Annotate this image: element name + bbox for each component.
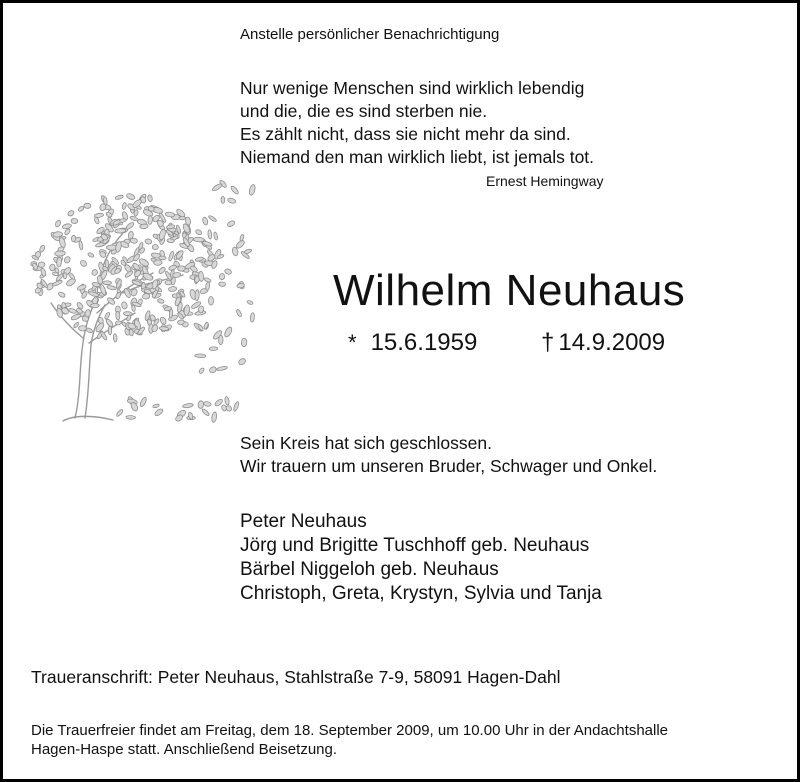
leaf-shape: [107, 285, 117, 291]
leaf-shape: [209, 366, 218, 374]
quote-block: [240, 77, 594, 169]
leaf-shape: [71, 218, 78, 223]
leaf-shape: [169, 309, 173, 318]
leaf-shape: [198, 401, 204, 409]
leaf-shape: [68, 272, 76, 280]
family-list: [240, 510, 602, 606]
leaf-shape: [68, 308, 77, 315]
leaf-shape: [208, 296, 213, 305]
quote-line: Nur wenige Menschen sind wirklich lebendig: [240, 78, 585, 98]
leaf-shape: [159, 256, 166, 260]
leaf-shape: [221, 197, 225, 204]
leaf-shape: [223, 326, 233, 338]
leaf-shape: [230, 185, 240, 195]
leaf-shape: [104, 312, 111, 320]
leaf-shape: [250, 313, 255, 323]
leaf-shape: [247, 300, 254, 305]
leaf-shape: [154, 408, 164, 417]
leaf-shape: [208, 215, 217, 223]
leaf-shape: [205, 282, 210, 291]
leaf-shape: [122, 202, 127, 210]
mourning-line: Wir trauern um unseren Bruder, Schwager und Onkel.: [240, 456, 658, 476]
leaf-shape: [211, 412, 217, 423]
leaf-shape: [198, 306, 204, 314]
leaf-shape: [189, 265, 198, 273]
leaf-shape: [125, 221, 135, 230]
family-member: Bärbel Niggeloh geb. Neuhaus: [240, 559, 499, 580]
leaf-shape: [79, 259, 87, 267]
leaf-shape: [165, 280, 172, 285]
leaf-shape: [105, 260, 109, 269]
leaf-shape: [203, 322, 209, 330]
leaf-shape: [158, 229, 167, 241]
leaf-shape: [208, 230, 213, 240]
leaf-shape: [55, 251, 66, 257]
leaf-shape: [113, 334, 117, 342]
leaf-shape: [115, 228, 126, 233]
leaf-shape: [236, 309, 243, 318]
leaf-shape: [219, 335, 224, 344]
leaf-shape: [168, 286, 177, 292]
leaf-shape: [238, 357, 247, 366]
leaf-shape: [185, 217, 191, 226]
leaf-shape: [198, 271, 204, 281]
mourning-line: Sein Kreis hat sich geschlossen.: [240, 433, 492, 453]
leaf-shape: [152, 244, 158, 249]
leaf-shape: [224, 268, 232, 275]
leaf-shape: [90, 304, 99, 308]
leaf-shape: [221, 404, 227, 411]
leaf-shape: [121, 301, 128, 309]
leaf-shape: [63, 273, 67, 279]
leaf-shape: [202, 217, 209, 226]
leaf-shape: [213, 232, 218, 241]
leaf-shape: [79, 326, 87, 331]
birth-date-line: [348, 329, 477, 357]
leaf-shape: [116, 409, 124, 418]
leaf-shape: [219, 273, 225, 280]
leaf-shape: [198, 367, 205, 374]
quote-line: und die, die es sind sterben nie.: [240, 101, 488, 121]
quote-author: Ernest Hemingway: [486, 173, 604, 189]
leaf-shape: [177, 320, 184, 325]
leaf-shape: [79, 240, 84, 250]
leaf-shape: [145, 238, 153, 244]
leaf-shape: [209, 347, 218, 351]
service-line: Hagen-Haspe statt. Anschließend Beisetzung.: [31, 741, 338, 758]
service-line: Die Trauerfreier findet am Freitag, dem 18. September 2009, um 10.00 Uhr in der Andachtshalle: [31, 722, 669, 739]
leaf-shape: [179, 216, 186, 220]
death-date: 14.9.2009: [558, 329, 666, 356]
family-member: Peter Neuhaus: [240, 511, 367, 532]
death-date-line: [541, 329, 665, 357]
leaf-shape: [227, 220, 236, 228]
leaf-shape: [130, 238, 138, 244]
leaf-shape: [241, 338, 247, 347]
birth-star-icon: *: [348, 330, 357, 355]
leaf-shape: [152, 403, 159, 408]
leaf-shape: [63, 256, 71, 264]
leaf-shape: [58, 291, 66, 298]
leaf-shape: [139, 396, 147, 407]
leaf-shape: [248, 184, 256, 196]
leaf-shape: [39, 245, 46, 253]
leaf-shape: [53, 231, 63, 237]
leaf-shape: [115, 321, 122, 326]
death-cross-icon: †: [541, 329, 555, 356]
leaf-shape: [218, 282, 225, 287]
leaf-shape: [65, 277, 76, 287]
mourning-text: [240, 432, 657, 478]
leaf-shape: [67, 210, 75, 217]
family-member: Christoph, Greta, Krystyn, Sylvia und Tanja: [240, 583, 602, 604]
leaf-shape: [168, 251, 175, 262]
service-info: [31, 721, 668, 759]
quote-line: Niemand den man wirklich liebt, ist jemals tot.: [240, 147, 595, 167]
quote-line: Es zählt nicht, dass sie nicht mehr da sind.: [240, 124, 571, 144]
leaf-shape: [212, 183, 223, 192]
leaf-shape: [126, 415, 136, 419]
windblown-tree-icon: [23, 163, 263, 428]
leaf-shape: [94, 213, 104, 218]
leaf-shape: [115, 195, 124, 201]
leaf-shape: [216, 366, 227, 372]
intro-text: Anstelle persönlicher Benachrichtigung: [240, 26, 500, 43]
leaf-shape: [70, 313, 81, 321]
leaf-shape: [77, 284, 87, 292]
leaf-shape: [56, 257, 62, 267]
leaf-shape: [82, 316, 89, 322]
leaf-shape: [38, 262, 45, 268]
leaf-shape: [182, 403, 193, 408]
leaf-shape: [165, 212, 175, 218]
leaf-shape: [71, 235, 76, 242]
family-member: Jörg und Brigitte Tuschhoff geb. Neuhaus: [240, 535, 590, 556]
leaf-shape: [203, 401, 211, 407]
leaf-shape: [84, 203, 91, 208]
leaf-shape: [224, 396, 229, 405]
leaf-shape: [49, 264, 55, 271]
leaf-shape: [126, 193, 136, 201]
birth-date: 15.6.1959: [370, 329, 478, 356]
leaf-shape: [168, 264, 177, 271]
leaf-shape: [54, 220, 61, 228]
leaf-shape: [87, 252, 94, 258]
leaf-shape: [195, 229, 203, 236]
leaf-shape: [158, 266, 167, 274]
leaf-shape: [115, 311, 120, 320]
mourning-address: Traueranschrift: Peter Neuhaus, Stahlstraße 7-9, 58091 Hagen-Dahl: [31, 667, 561, 687]
leaf-shape: [91, 269, 99, 277]
leaf-shape: [195, 290, 200, 301]
leaf-shape: [157, 298, 165, 304]
leaf-shape: [204, 277, 212, 283]
leaf-shape: [62, 223, 72, 230]
leaf-shape: [159, 316, 167, 325]
leaf-shape: [195, 354, 206, 358]
leaf-shape: [201, 408, 210, 417]
leaf-shape: [147, 195, 153, 202]
leaf-shape: [233, 401, 240, 412]
leaf-shape: [227, 197, 236, 204]
leaf-shape: [115, 292, 122, 300]
leaf-shape: [154, 260, 163, 266]
leaf-shape: [148, 215, 153, 224]
deceased-name: Wilhelm Neuhaus: [333, 266, 686, 315]
leaf-shape: [103, 281, 112, 285]
leaf-shape: [129, 216, 138, 222]
